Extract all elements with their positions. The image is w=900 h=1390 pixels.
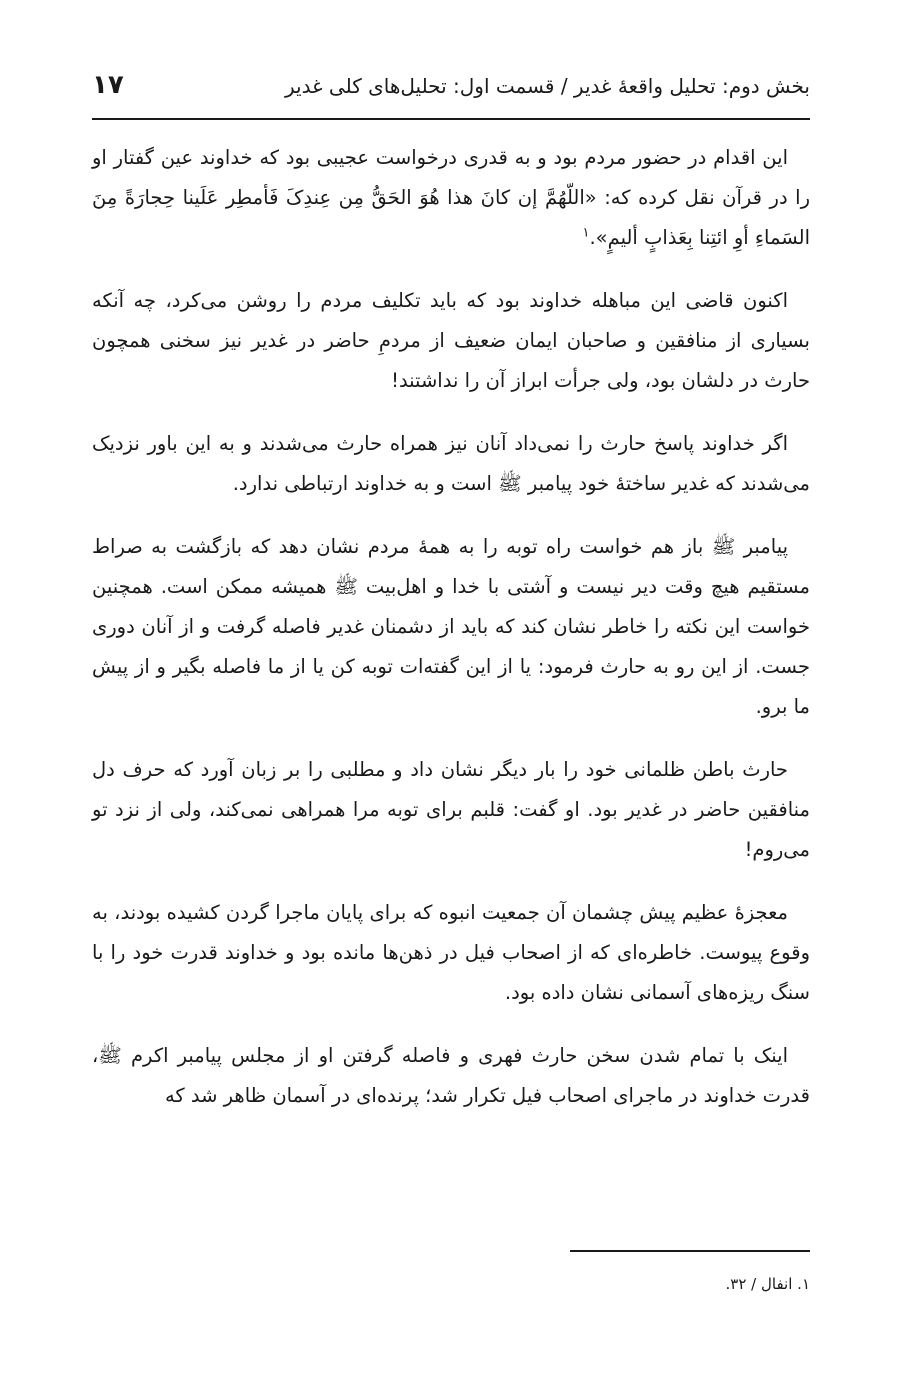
paragraph bbox=[92, 138, 810, 258]
footnote-divider bbox=[570, 1250, 810, 1252]
paragraph: اگر خداوند پاسخ حارث را نمی‌داد آنان نیز همراه حارث می‌شدند و به این باور نزدیک می‌شدند که غدیر ساختهٔ خود پیامبر ﷺ است و به خداوند ارتباطی ندارد. bbox=[92, 432, 810, 495]
page-header bbox=[92, 62, 810, 120]
paragraph: اینک با تمام شدن سخن حارث فهری و فاصله گرفتن او از مجلس پیامبر اکرم ﷺ، قدرت خداوند در ماجرای اصحاب فیل تکرار شد؛ پرنده‌ای در آسمان ظاهر شد که bbox=[92, 1044, 810, 1107]
paragraph: اکنون قاضی این مباهله خداوند بود که باید تکلیف مردم را روشن می‌کرد، چه آنکه بسیاری از منافقین و صاحبان ایمان ضعیف از مردمِ حاضر در غدیر نیز سخنی همچون حارث در دلشان بود، ولی جرأت ابراز آن را نداشتند! bbox=[92, 289, 810, 392]
body-text bbox=[92, 138, 810, 1116]
footnote-reference: ۱ bbox=[582, 225, 590, 241]
running-title: بخش دوم: تحلیل واقعهٔ غدیر / قسمت اول: تحلیل‌های کلی غدیر bbox=[285, 74, 810, 98]
page-number: ۱۷ bbox=[92, 70, 124, 100]
paragraph: پیامبر ﷺ باز هم خواست راه توبه را به همهٔ مردم نشان دهد که بازگشت به صراط مستقیم هیچ وقت دیر نیست و آشتی با خدا و اهل‌بیت ﷺ همیشه ممکن است. همچنین خواست این نکته را خاطر نشان کند که باید از دشمنان غدیر فاصله گرفت و از آنان دوری جست. از این رو به حارث فرمود: یا از این گفته‌ات توبه کن یا از ما فاصله بگیر و از پیش ما برو. bbox=[92, 535, 810, 718]
paragraph-text: این اقدام در حضور مردم بود و به قدری درخواست عجیبی بود که خداوند عین گفتار او را در قرآن نقل کرده که: «اللّهُمَّ إن کانَ هذا هُوَ الحَقُّ مِن عِندِکَ فَأمطِر عَلَینا حِجارَةً مِنَ السَماءِ أوِ ائتِنا بِعَذابٍ ألیمٍ». bbox=[92, 146, 810, 249]
paragraph: معجزهٔ عظیم پیش چشمان آن جمعیت انبوه که برای پایان ماجرا گردن کشیده بودند، به وقوع پیوست. خاطره‌ای که از اصحاب فیل در ذهن‌ها مانده بود و خداوند قدرت خود را با سنگ ریزه‌های آسمانی نشان داده بود. bbox=[92, 901, 810, 1004]
footnote: ۱. انفال / ۳۲. bbox=[725, 1275, 810, 1293]
paragraph: حارث باطن ظلمانی خود را بار دیگر نشان داد و مطلبی را بر زبان آورد که حرف دل منافقین حاضر در غدیر بود. او گفت: قلبم برای توبه مرا همراهی نمی‌کند، ولی از نزد تو می‌روم! bbox=[92, 758, 810, 861]
